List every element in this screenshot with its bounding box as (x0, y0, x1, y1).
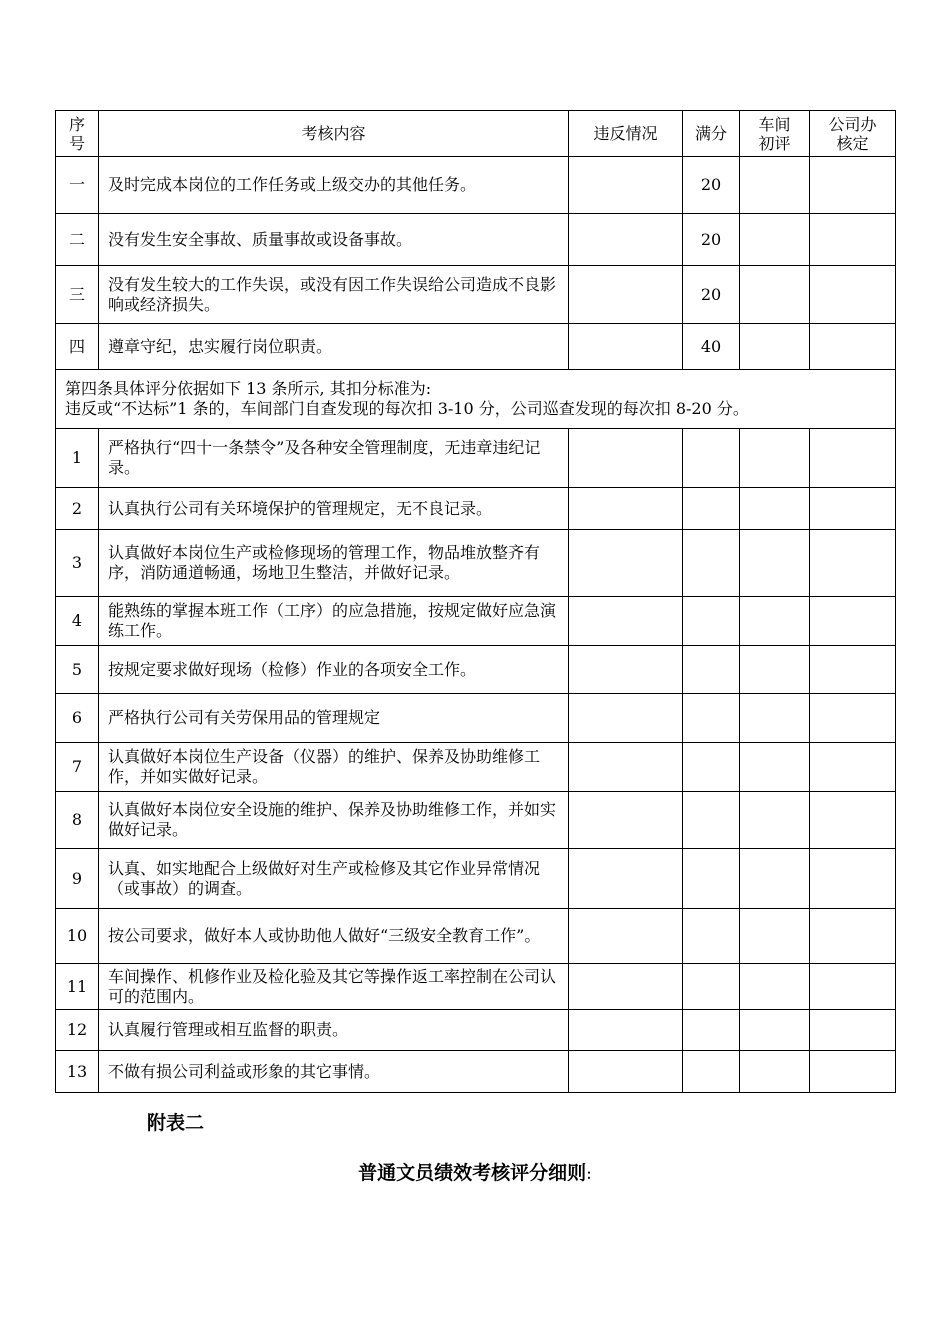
header-workshop-line1: 车间 (758, 114, 791, 134)
workshop-score-cell[interactable] (740, 157, 810, 214)
table-header-row (56, 111, 896, 157)
office-score-cell[interactable] (810, 792, 896, 849)
full-score-cell (683, 646, 740, 694)
full-score-cell (683, 849, 740, 909)
section-row (56, 266, 896, 324)
violation-cell[interactable] (569, 1010, 683, 1051)
office-score-cell[interactable] (810, 743, 896, 792)
workshop-score-cell[interactable] (740, 909, 810, 964)
workshop-score-cell[interactable] (740, 266, 810, 324)
detail-row (56, 743, 896, 792)
violation-cell[interactable] (569, 646, 683, 694)
violation-cell[interactable] (569, 849, 683, 909)
violation-cell[interactable] (569, 429, 683, 488)
detail-seq: 5 (56, 646, 99, 694)
subtitle-text: 普通文员绩效考核评分细则 (358, 1162, 587, 1184)
workshop-score-cell[interactable] (740, 964, 810, 1010)
page-subtitle (0, 1158, 950, 1185)
scoring-note-line1: 第四条具体评分依据如下 13 条所示, 其扣分标准为: (65, 379, 432, 398)
detail-content: 严格执行“四十一条禁令”及各种安全管理制度，无违章违纪记录。 (99, 429, 569, 488)
violation-cell[interactable] (569, 597, 683, 646)
detail-seq: 9 (56, 849, 99, 909)
header-workshop (740, 111, 810, 157)
scoring-note-row (56, 370, 896, 429)
workshop-score-cell[interactable] (740, 694, 810, 743)
header-seq-line2: 号 (68, 133, 85, 153)
violation-cell[interactable] (569, 694, 683, 743)
detail-row (56, 597, 896, 646)
assessment-table (55, 110, 896, 1093)
office-score-cell[interactable] (810, 530, 896, 597)
full-score-cell (683, 1010, 740, 1051)
detail-content: 按规定要求做好现场（检修）作业的各项安全工作。 (99, 646, 569, 694)
workshop-score-cell[interactable] (740, 792, 810, 849)
section-content: 及时完成本岗位的工作任务或上级交办的其他任务。 (99, 157, 569, 214)
full-score-cell (683, 909, 740, 964)
detail-row (56, 1010, 896, 1051)
workshop-score-cell[interactable] (740, 429, 810, 488)
full-score-cell (683, 964, 740, 1010)
office-score-cell[interactable] (810, 909, 896, 964)
section-score: 20 (683, 266, 740, 324)
section-score: 40 (683, 324, 740, 370)
office-score-cell[interactable] (810, 157, 896, 214)
header-content: 考核内容 (99, 111, 569, 157)
full-score-cell (683, 530, 740, 597)
detail-content: 按公司要求，做好本人或协助他人做好“三级安全教育工作”。 (99, 909, 569, 964)
workshop-score-cell[interactable] (740, 743, 810, 792)
detail-row (56, 909, 896, 964)
violation-cell[interactable] (569, 1051, 683, 1093)
section-row (56, 324, 896, 370)
detail-content: 车间操作、机修作业及检化验及其它等操作返工率控制在公司认可的范围内。 (99, 964, 569, 1010)
office-score-cell[interactable] (810, 1051, 896, 1093)
workshop-score-cell[interactable] (740, 1051, 810, 1093)
detail-row (56, 849, 896, 909)
office-score-cell[interactable] (810, 429, 896, 488)
detail-row (56, 488, 896, 530)
detail-row (56, 792, 896, 849)
detail-seq: 6 (56, 694, 99, 743)
workshop-score-cell[interactable] (740, 530, 810, 597)
detail-content: 认真做好本岗位安全设施的维护、保养及协助维修工作，并如实做好记录。 (99, 792, 569, 849)
office-score-cell[interactable] (810, 266, 896, 324)
violation-cell[interactable] (569, 909, 683, 964)
office-score-cell[interactable] (810, 964, 896, 1010)
detail-content: 能熟练的掌握本班工作（工序）的应急措施，按规定做好应急演练工作。 (99, 597, 569, 646)
scoring-note-line2: 违反或“不达标”1 条的，车间部门自查发现的每次扣 3-10 分，公司巡查发现的每次扣 8-20 分。 (65, 399, 749, 418)
detail-seq: 11 (56, 964, 99, 1010)
header-office (810, 111, 896, 157)
detail-row (56, 694, 896, 743)
full-score-cell (683, 488, 740, 530)
violation-cell[interactable] (569, 964, 683, 1010)
detail-content: 严格执行公司有关劳保用品的管理规定 (99, 694, 569, 743)
detail-content: 认真履行管理或相互监督的职责。 (99, 1010, 569, 1051)
detail-content: 认真做好本岗位生产或检修现场的管理工作，物品堆放整齐有序，消防通道畅通，场地卫生整洁，并做好记录。 (99, 530, 569, 597)
office-score-cell[interactable] (810, 214, 896, 266)
office-score-cell[interactable] (810, 849, 896, 909)
header-office-line2: 核定 (836, 133, 869, 153)
detail-seq: 2 (56, 488, 99, 530)
detail-seq: 13 (56, 1051, 99, 1093)
section-score: 20 (683, 214, 740, 266)
workshop-score-cell[interactable] (740, 646, 810, 694)
violation-cell[interactable] (569, 157, 683, 214)
full-score-cell (683, 694, 740, 743)
section-content: 没有发生安全事故、质量事故或设备事故。 (99, 214, 569, 266)
office-score-cell[interactable] (810, 646, 896, 694)
full-score-cell (683, 1051, 740, 1093)
section-row (56, 214, 896, 266)
header-seq-line1: 序 (68, 114, 85, 134)
detail-row (56, 429, 896, 488)
detail-content: 认真做好本岗位生产设备（仪器）的维护、保养及协助维修工作，并如实做好记录。 (99, 743, 569, 792)
section-score: 20 (683, 157, 740, 214)
section-row (56, 157, 896, 214)
detail-seq: 3 (56, 530, 99, 597)
detail-content: 认真、如实地配合上级做好对生产或检修及其它作业异常情况（或事故）的调查。 (99, 849, 569, 909)
detail-content: 不做有损公司利益或形象的其它事情。 (99, 1051, 569, 1093)
detail-seq: 8 (56, 792, 99, 849)
violation-cell[interactable] (569, 266, 683, 324)
detail-seq: 1 (56, 429, 99, 488)
violation-cell[interactable] (569, 530, 683, 597)
workshop-score-cell[interactable] (740, 849, 810, 909)
section-seq: 二 (56, 214, 99, 266)
detail-row (56, 1051, 896, 1093)
full-score-cell (683, 597, 740, 646)
office-score-cell[interactable] (810, 488, 896, 530)
violation-cell[interactable] (569, 743, 683, 792)
section-seq: 三 (56, 266, 99, 324)
office-score-cell[interactable] (810, 597, 896, 646)
detail-seq: 12 (56, 1010, 99, 1051)
office-score-cell[interactable] (810, 1010, 896, 1051)
violation-cell[interactable] (569, 488, 683, 530)
office-score-cell[interactable] (810, 694, 896, 743)
violation-cell[interactable] (569, 214, 683, 266)
header-full-score: 满分 (683, 111, 740, 157)
scoring-note (56, 370, 896, 429)
detail-seq: 10 (56, 909, 99, 964)
detail-row (56, 530, 896, 597)
violation-cell[interactable] (569, 792, 683, 849)
full-score-cell (683, 429, 740, 488)
subtitle-colon: : (586, 1164, 592, 1184)
full-score-cell (683, 792, 740, 849)
detail-seq: 4 (56, 597, 99, 646)
workshop-score-cell[interactable] (740, 324, 810, 370)
header-seq (56, 111, 99, 157)
detail-content: 认真执行公司有关环境保护的管理规定，无不良记录。 (99, 488, 569, 530)
workshop-score-cell[interactable] (740, 214, 810, 266)
header-violation: 违反情况 (569, 111, 683, 157)
full-score-cell (683, 743, 740, 792)
section-content: 遵章守纪，忠实履行岗位职责。 (99, 324, 569, 370)
violation-cell[interactable] (569, 324, 683, 370)
detail-seq: 7 (56, 743, 99, 792)
header-workshop-line2: 初评 (758, 133, 791, 153)
section-content: 没有发生较大的工作失误，或没有因工作失误给公司造成不良影响或经济损失。 (99, 266, 569, 324)
workshop-score-cell[interactable] (740, 488, 810, 530)
header-office-line1: 公司办 (828, 114, 877, 134)
detail-row (56, 646, 896, 694)
appendix-label: 附表二 (147, 1112, 205, 1134)
workshop-score-cell[interactable] (740, 1010, 810, 1051)
detail-row (56, 964, 896, 1010)
section-seq: 四 (56, 324, 99, 370)
workshop-score-cell[interactable] (740, 597, 810, 646)
section-seq: 一 (56, 157, 99, 214)
office-score-cell[interactable] (810, 324, 896, 370)
